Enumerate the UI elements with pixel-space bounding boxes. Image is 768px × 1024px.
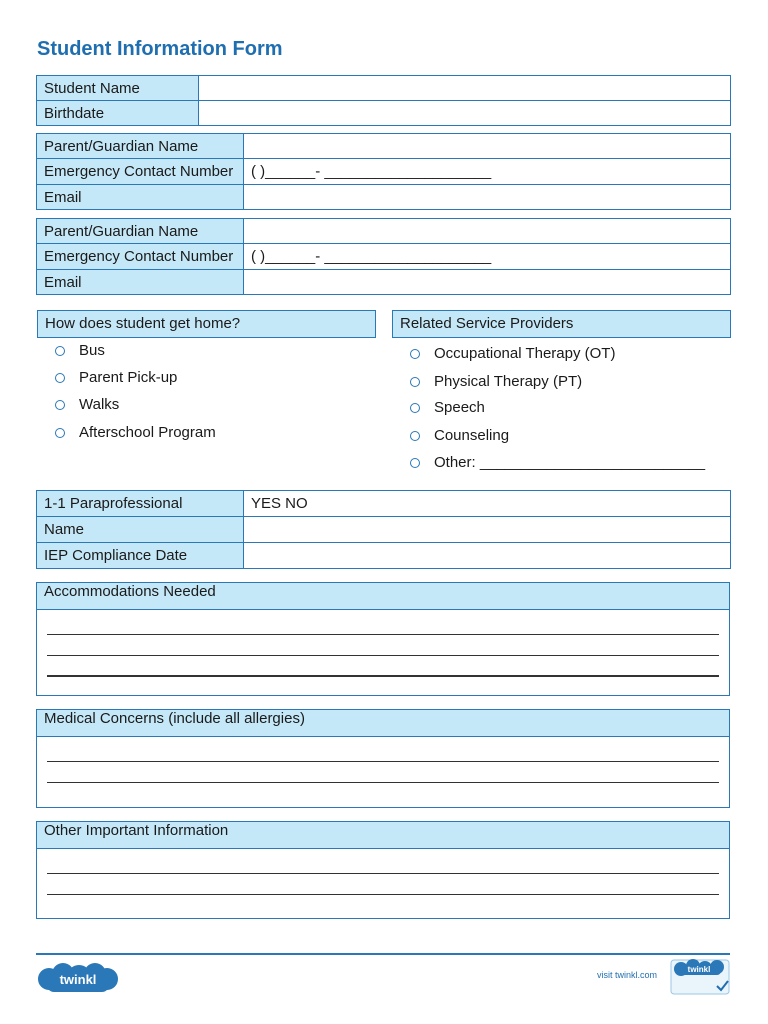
writing-line[interactable] — [47, 675, 719, 677]
home-option-afterschool[interactable] — [55, 424, 216, 441]
guardian-name-label: Parent/Guardian Name — [37, 219, 244, 244]
option-label: Parent Pick-up — [79, 369, 178, 386]
service-option-speech[interactable] — [410, 399, 485, 416]
student-table — [36, 75, 731, 126]
radio-icon[interactable] — [410, 458, 420, 468]
other-info-section — [36, 821, 730, 919]
para-name-label: Name — [37, 517, 244, 543]
radio-icon[interactable] — [410, 403, 420, 413]
option-label: Other: ___________________________ — [434, 454, 706, 471]
footer-divider — [36, 953, 730, 955]
writing-line[interactable] — [47, 634, 719, 635]
email-field[interactable] — [244, 185, 731, 210]
option-label: Bus — [79, 342, 105, 359]
emergency-contact-field[interactable]: ( )______- ____________________ — [244, 159, 731, 185]
para-table — [36, 490, 731, 569]
writing-line[interactable] — [47, 873, 719, 874]
para-name-field[interactable] — [244, 517, 731, 543]
writing-line[interactable] — [47, 655, 719, 656]
accommodations-section — [36, 582, 730, 696]
writing-line[interactable] — [47, 761, 719, 762]
emergency-contact-field[interactable]: ( )______- ____________________ — [244, 244, 731, 270]
radio-icon[interactable] — [410, 431, 420, 441]
radio-icon[interactable] — [55, 428, 65, 438]
student-name-label: Student Name — [37, 76, 199, 101]
iep-date-label: IEP Compliance Date — [37, 543, 244, 569]
option-label: Occupational Therapy (OT) — [434, 345, 616, 362]
page-title: Student Information Form — [37, 38, 283, 60]
option-label: Afterschool Program — [79, 424, 216, 441]
guardian-name-field[interactable] — [244, 134, 731, 159]
option-label: Counseling — [434, 427, 510, 444]
guardian-table-2 — [36, 218, 731, 295]
radio-icon[interactable] — [55, 400, 65, 410]
iep-date-field[interactable] — [244, 543, 731, 569]
website-link[interactable]: visit twinkl.com — [597, 970, 658, 980]
guardian-name-label: Parent/Guardian Name — [37, 134, 244, 159]
email-label: Email — [37, 270, 244, 295]
option-label: Physical Therapy (PT) — [434, 373, 583, 390]
home-option-parent-pickup[interactable] — [55, 369, 177, 386]
service-option-counseling[interactable] — [410, 427, 509, 444]
services-header: Related Service Providers — [392, 310, 731, 338]
other-info-header: Other Important Information — [37, 822, 729, 849]
option-label: Speech — [434, 399, 485, 416]
quality-badge-icon — [667, 958, 731, 996]
email-field[interactable] — [244, 270, 731, 295]
yes-no-field[interactable]: YES NO — [244, 491, 731, 517]
guardian-name-field[interactable] — [244, 219, 731, 244]
birthdate-label: Birthdate — [37, 101, 199, 126]
svg-text:twinkl: twinkl — [687, 965, 711, 974]
service-option-pt[interactable] — [410, 373, 582, 390]
twinkl-logo — [37, 962, 119, 994]
home-header: How does student get home? — [37, 310, 376, 338]
email-label: Email — [37, 185, 244, 210]
medical-section — [36, 709, 730, 808]
guardian-table-1 — [36, 133, 731, 210]
birthdate-field[interactable] — [199, 101, 731, 126]
radio-icon[interactable] — [410, 377, 420, 387]
svg-text:twinkl: twinkl — [59, 972, 97, 987]
radio-icon[interactable] — [55, 373, 65, 383]
emergency-contact-label: Emergency Contact Number — [37, 159, 244, 185]
student-name-field[interactable] — [199, 76, 731, 101]
writing-line[interactable] — [47, 782, 719, 783]
service-option-ot[interactable] — [410, 345, 615, 362]
emergency-contact-label: Emergency Contact Number — [37, 244, 244, 270]
home-option-walks[interactable] — [55, 396, 119, 413]
accommodations-header: Accommodations Needed — [37, 583, 729, 610]
service-option-other[interactable] — [410, 454, 705, 471]
option-label: Walks — [79, 396, 120, 413]
paraprofessional-label: 1-1 Paraprofessional — [37, 491, 244, 517]
radio-icon[interactable] — [410, 349, 420, 359]
radio-icon[interactable] — [55, 346, 65, 356]
home-option-bus[interactable] — [55, 342, 105, 359]
medical-header: Medical Concerns (include all allergies) — [37, 710, 729, 737]
writing-line[interactable] — [47, 894, 719, 895]
